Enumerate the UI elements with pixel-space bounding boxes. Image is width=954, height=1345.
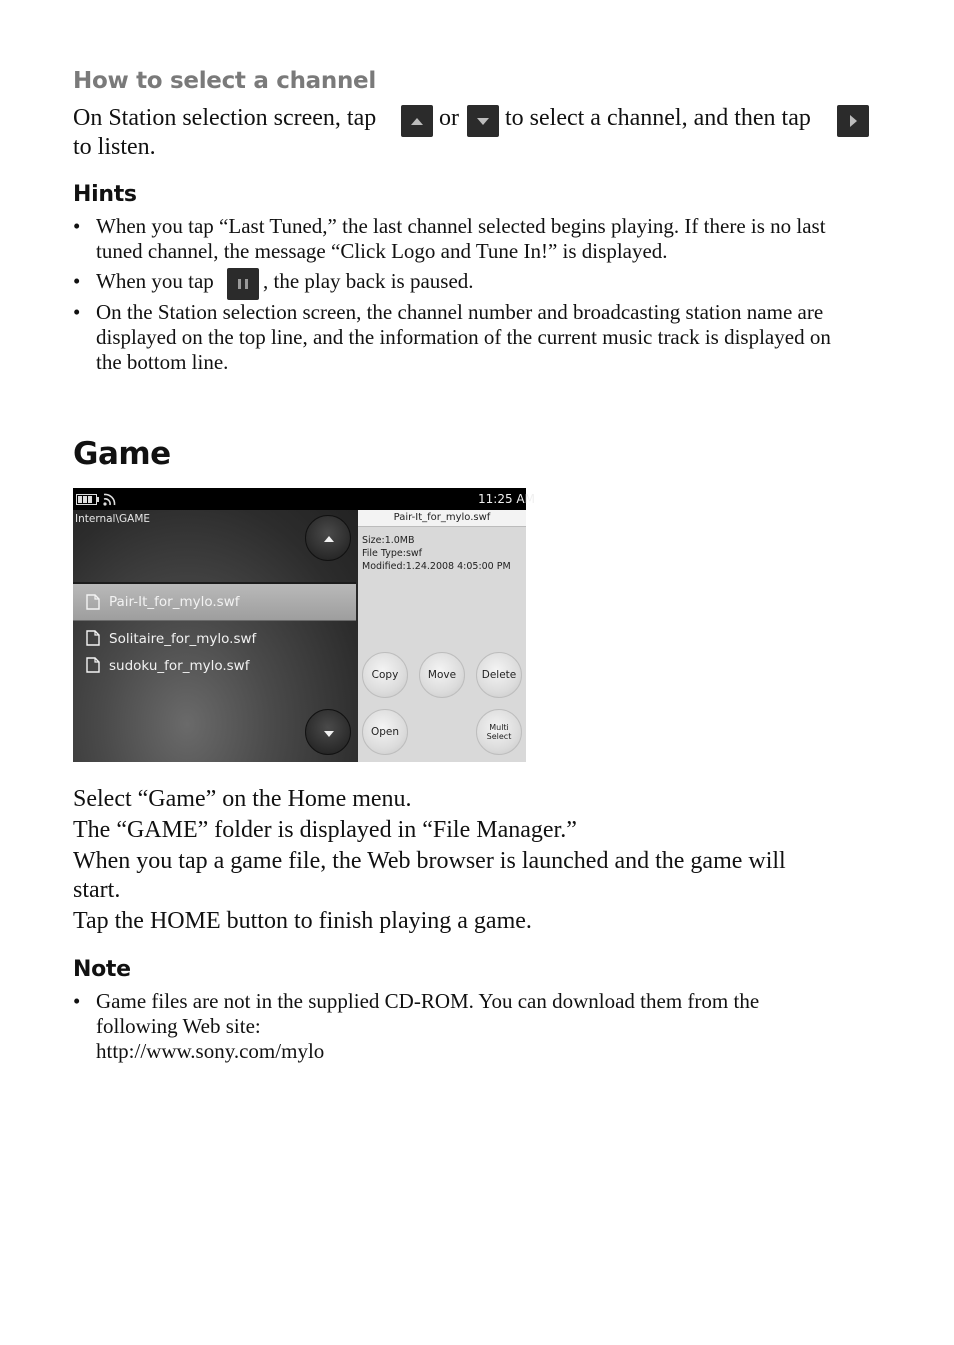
note-heading: Note — [73, 957, 131, 982]
detail-title: Pair-It_for_mylo.swf — [358, 510, 526, 527]
hint-item-3 — [96, 300, 831, 375]
instruction-text-1: On Station selection screen, tap — [73, 105, 377, 131]
file-manager-screenshot — [73, 488, 535, 762]
up-arrow-icon — [401, 105, 433, 137]
hint-3-line-1: On the Station selection screen, the channel number and broadcasting station name are — [96, 300, 824, 324]
open-button[interactable]: Open — [362, 709, 408, 755]
play-icon — [837, 105, 869, 137]
hints-heading: Hints — [73, 182, 137, 207]
note-line-1: Game files are not in the supplied CD-ROM. You can download them from the — [96, 989, 760, 1013]
detail-info — [362, 534, 511, 573]
pause-icon — [227, 268, 259, 300]
bullet-1: • — [73, 214, 81, 238]
game-paragraph-2: The “GAME” folder is displayed in “File Manager.” — [73, 817, 577, 843]
section-heading-select-channel: How to select a channel — [73, 68, 376, 94]
game-paragraph-4: start. — [73, 877, 121, 903]
hint-1-line-2: tuned channel, the message “Click Logo and Tune In!” is displayed. — [96, 239, 668, 263]
game-paragraph-5: Tap the HOME button to finish playing a game. — [73, 908, 532, 934]
note-line-2: following Web site: — [96, 1014, 261, 1038]
detail-modified: Modified:1.24.2008 4:05:00 PM — [362, 561, 511, 572]
status-bar — [73, 488, 535, 510]
instruction-line-1 — [73, 104, 376, 133]
bullet-3: • — [73, 300, 81, 324]
scroll-down-button[interactable] — [305, 709, 351, 755]
copy-button[interactable]: Copy — [362, 652, 408, 698]
file-row[interactable] — [73, 628, 356, 650]
instruction-text-2: to select a channel, and then tap — [505, 105, 811, 131]
game-paragraph-3: When you tap a game file, the Web browser is launched and the game will — [73, 848, 786, 874]
clock: 11:25 AM — [478, 492, 535, 506]
note-item — [96, 989, 759, 1064]
note-bullet: • — [73, 989, 81, 1013]
file-detail-pane — [358, 510, 526, 762]
folder-path: Internal\GAME — [75, 513, 151, 525]
file-row-selected[interactable] — [73, 584, 356, 621]
hint-3-line-3: the bottom line. — [96, 350, 229, 374]
scroll-up-button[interactable] — [305, 515, 351, 561]
down-arrow-icon — [467, 105, 499, 137]
game-heading: Game — [73, 436, 171, 472]
bullet-2: • — [73, 269, 81, 293]
file-icon — [86, 657, 100, 673]
wifi-icon — [102, 492, 118, 507]
delete-button[interactable]: Delete — [476, 652, 522, 698]
file-list-pane — [73, 510, 358, 762]
detail-type: File Type:swf — [362, 548, 423, 559]
file-icon — [86, 594, 100, 610]
file-icon — [86, 630, 100, 646]
file-name: sudoku_for_mylo.swf — [109, 658, 250, 674]
hint-3-line-2: displayed on the top line, and the information of the current music track is displayed on — [96, 325, 831, 349]
game-paragraph-1: Select “Game” on the Home menu. — [73, 786, 412, 812]
file-name: Pair-It_for_mylo.swf — [109, 594, 240, 610]
note-url: http://www.sony.com/mylo — [96, 1039, 325, 1063]
detail-size: Size:1.0MB — [362, 535, 415, 546]
hint-2-text-after: , the play back is paused. — [263, 269, 474, 293]
move-button[interactable]: Move — [419, 652, 465, 698]
file-name: Solitaire_for_mylo.swf — [109, 631, 257, 647]
instruction-text-3: to listen. — [73, 134, 156, 160]
hint-1-line-1: When you tap “Last Tuned,” the last channel selected begins playing. If there is no last — [96, 214, 826, 238]
instruction-or: or — [439, 105, 459, 131]
multi-select-label-2: Select — [486, 732, 512, 741]
multi-select-label-1: Multi — [489, 723, 509, 732]
multi-select-button[interactable] — [476, 709, 522, 755]
hint-item-1 — [96, 214, 826, 264]
hint-2-text-before: When you tap — [96, 269, 214, 293]
file-row[interactable] — [73, 655, 356, 677]
